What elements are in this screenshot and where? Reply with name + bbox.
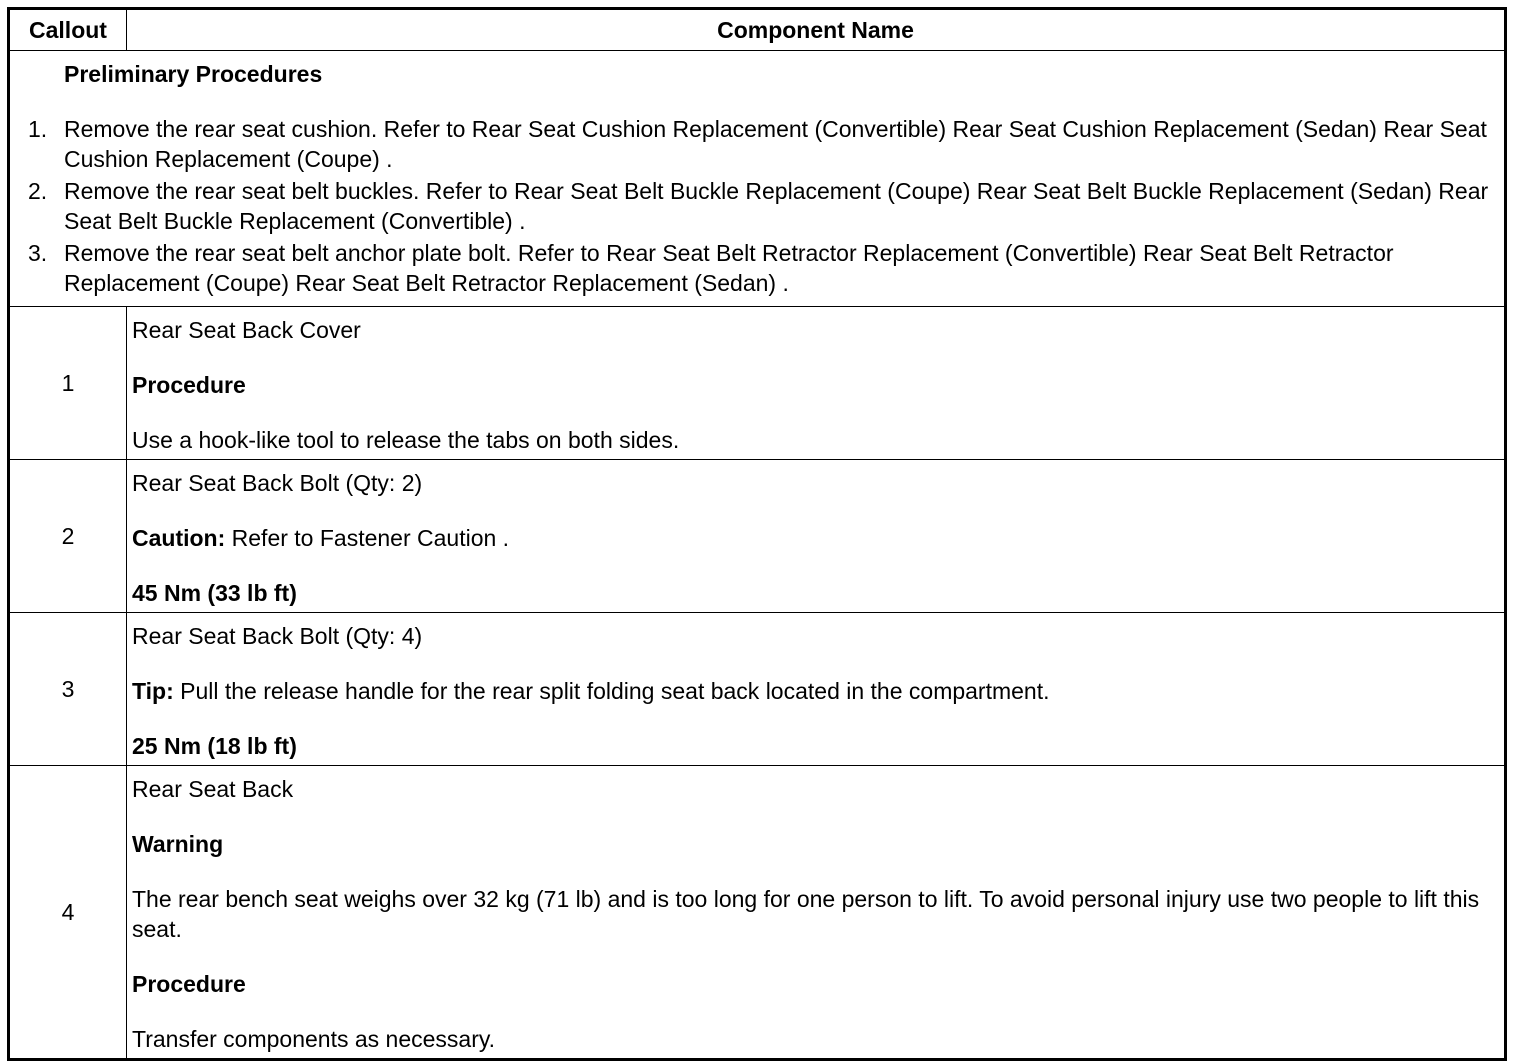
torque-spec: 25 Nm (18 lb ft) [132,733,297,759]
callout-number: 2 [9,460,127,613]
step-text: Remove the rear seat cushion. Refer to Rear Seat Cushion Replacement (Convertible) Rear Seat Cushion Replacement (Sedan) Rear Seat Cushion Replacement (Coupe) . [64,116,1487,172]
step-number: 3. [28,240,48,266]
callout-number: 3 [9,613,127,766]
table-header-row [9,9,1506,51]
table-row [9,613,1506,766]
component-name: Rear Seat Back Bolt (Qty: 4) [132,623,423,649]
component-cell [127,307,1506,460]
component-name: Rear Seat Back [132,776,294,802]
tip-text: Pull the release handle for the rear split folding seat back located in the compartment. [173,678,1050,704]
preliminary-steps [28,114,1490,298]
component-cell [127,613,1506,766]
warning-label: Warning [132,831,224,857]
preliminary-cell [9,51,1506,307]
component-column-header: Component Name [127,9,1506,51]
tip-line [132,676,1494,706]
torque-spec: 45 Nm (33 lb ft) [132,580,297,606]
table-row [9,307,1506,460]
component-name: Rear Seat Back Cover [132,317,361,343]
component-cell [127,766,1506,1060]
preliminary-title: Preliminary Procedures [64,61,323,87]
step-number: 1. [28,116,48,142]
callout-number: 1 [9,307,127,460]
preliminary-step [28,114,1490,174]
procedure-label: Procedure [132,971,246,997]
table-row [9,766,1506,1060]
caution-label: Caution: [132,525,226,551]
preliminary-step [28,238,1490,298]
step-number: 2. [28,178,48,204]
component-name: Rear Seat Back Bolt (Qty: 2) [132,470,423,496]
step-text: Remove the rear seat belt anchor plate bolt. Refer to Rear Seat Belt Retractor Replacement (Convertible) Rear Seat Belt Retractor Replacement (Coupe) Rear Seat Belt Retractor Replacement (Sedan) . [64,240,1394,296]
caution-text: Refer to Fastener Caution . [225,525,510,551]
procedure-label: Procedure [132,372,246,398]
procedure-text: Use a hook-like tool to release the tabs on both sides. [132,427,680,453]
tip-label: Tip: [132,678,174,704]
callout-column-header: Callout [9,9,127,51]
preliminary-row [9,51,1506,307]
warning-text: The rear bench seat weighs over 32 kg (71 lb) and is too long for one person to lift. To avoid personal injury use two people to lift this seat. [132,886,1480,942]
component-table [7,7,1507,1061]
callout-number: 4 [9,766,127,1060]
procedure-text: Transfer components as necessary. [132,1026,496,1052]
component-cell [127,460,1506,613]
step-text: Remove the rear seat belt buckles. Refer to Rear Seat Belt Buckle Replacement (Coupe) Rear Seat Belt Buckle Replacement (Sedan) Rear Seat Belt Buckle Replacement (Convertible) . [64,178,1489,234]
preliminary-step [28,176,1490,236]
table-row [9,460,1506,613]
caution-line [132,523,1494,553]
